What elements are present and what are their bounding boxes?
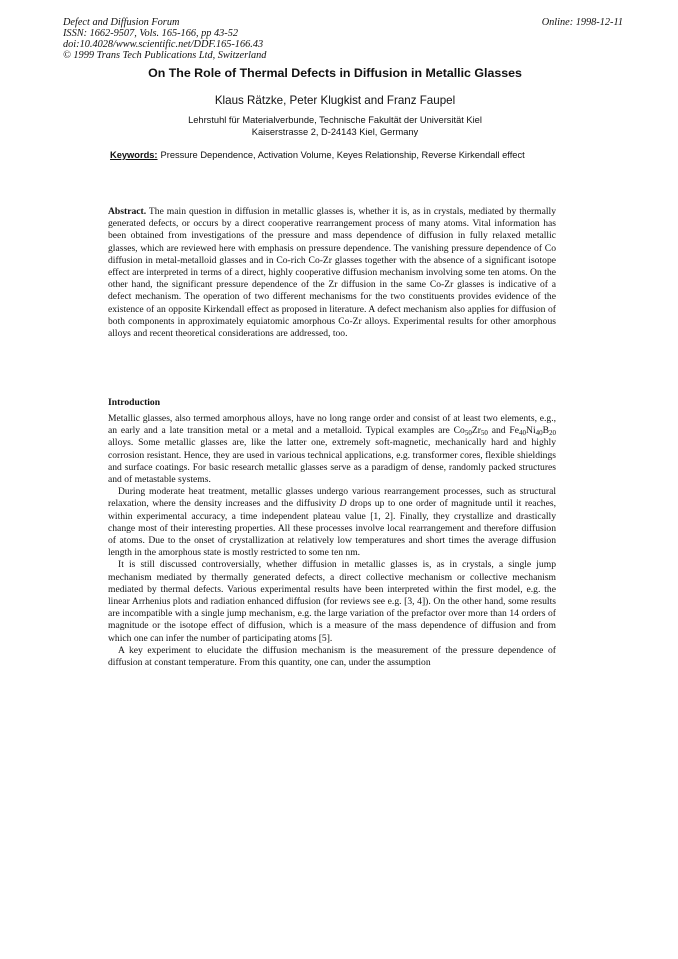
introduction-body [108,413,556,669]
formula-b-sub: 20 [549,429,557,438]
abstract-label: Abstract. [108,206,147,217]
abstract-text: The main question in diffusion in metallic glasses is, whether it is, as in crystals, mediated by thermally generated defects, or occurs by a direct cooperative rearrangement process of many atoms. Vital information has been obtained from investigations of the pressure and mass dependence of diffusion in fully relaxed metallic glasses, which are reviewed here with emphasis on pressure dependence. The vanishing pressure dependence of Co diffusion in metal-metalloid glasses and in Co-rich Co-Zr glasses together with the absence of a significant isotope effect are interpreted in terms of a direct, highly cooperative diffusion mechanism involving some ten atoms. On the other hand, the significant pressure dependence of the Zr diffusion in the same Co-Zr glasses is indicative of a defect mechanism. The operation of two different mechanisms for the two constituents provides evidence of the existence of an opposite Kirkendall effect as proposed in literature. A defect mechanism also applies for diffusion of both components in approximately equiatomic amorphous Co-Zr alloys. Experimental results for other amorphous alloys and recent theoretical considerations are addressed, too. [108,206,557,340]
keywords-block [110,149,570,161]
formula-co-sub: 50 [464,429,472,438]
formula-zr-sub: 50 [480,429,488,438]
formula-co: Co [453,425,465,437]
journal-header [63,17,623,61]
keywords-text: Pressure Dependence, Activation Volume, Keyes Relationship, Reverse Kirkendall effect [160,150,525,160]
intro-p1-text-a: Metallic glasses, also termed amorphous alloys, have no long range order and consist of at least two elements, e.g., an early and a late transition metal or a metal and a metalloid. Typical examples are [108,413,556,437]
intro-p2-text-a: During moderate heat treatment, metallic glasses undergo various rearrangement processes, such as structural relaxation, where the density increases and the diffusivity [108,486,556,510]
intro-paragraph-2 [108,486,556,559]
formula-ni: Ni [526,425,536,437]
intro-paragraph-3: It is still discussed controversially, whether diffusion in metallic glasses is, as in crystals, a single jump mechanism mediated by thermally generated defects, a direct collective mechanism or collective mechanism mediated by thermal defects. Various experimental results have been interpreted within the first model, e.g. the linear Arrhenius plots and radiation enhanced diffusion (for reviews see e.g. [3, 4]). On the other hand, some results are incompatible with a single jump mechanism, e.g. the large variation of the prefactor over more than 14 orders of magnitude or the isotope effect of diffusion, which is a measure of the mass dependence of diffusion and from which one can infer the number of participating atoms [5]. [108,559,556,644]
formula-zr: Zr [471,425,481,437]
issn-line: ISSN: 1662-9507, Vols. 165-166, pp 43-52 [63,28,239,39]
doi-line[interactable]: doi:10.4028/www.scientific.net/DDF.165-166.43 [63,39,264,50]
intro-p1-text-b: alloys. Some metallic glasses are, like the latter one, extremely soft-magnetic, mechanically hard and highly corrosion resistant. Hence, they are used in various technical applications, e.g. transformer cores, flexible shieldings and surface coatings. For basic research metallic glasses serve as a paradigm of dense, randomly packed structures and of metastable systems. [108,437,556,486]
affiliation-line-1: Lehrstuhl für Materialverbunde, Technische Fakultät der Universität Kiel [188,115,482,125]
affiliation [80,114,590,138]
keywords-label: Keywords: [110,150,158,160]
intro-p1-and: and [487,425,510,437]
symbol-diffusivity: D [339,498,347,510]
abstract [108,206,556,340]
online-date: Online: 1998-12-11 [541,17,623,28]
journal-name: Defect and Diffusion Forum [63,17,180,28]
paper-title: On The Role of Thermal Defects in Diffusion in Metallic Glasses [148,66,522,80]
paper-authors: Klaus Rätzke, Peter Klugkist and Franz Faupel [214,94,456,107]
formula-fe: Fe [509,425,520,437]
intro-p2-text-b: drops up to one order of magnitude until it reaches, within experimental accuracy, a time independent plateau value [1, 2]. Finally, they crystallize and drastically change most of their interesting properties. All these processes involve local rearrangement and therefore diffusion of atoms. Due to the onset of crystallization at relatively low temperatures and short times the average diffusion length in the amorphous state is mostly restricted to some ten nm. [108,498,556,559]
formula-fe-sub: 40 [519,429,527,438]
formula-b: B [542,425,550,437]
copyright-line: © 1999 Trans Tech Publications Ltd, Switzerland [63,50,267,61]
intro-paragraph-1 [108,413,556,486]
affiliation-line-2: Kaiserstrasse 2, D-24143 Kiel, Germany [251,127,419,137]
formula-ni-sub: 40 [535,429,543,438]
intro-paragraph-4: A key experiment to elucidate the diffusion mechanism is the measurement of the pressure dependence of diffusion at constant temperature. From this quantity, one can, under the assumption [108,644,556,669]
introduction-heading: Introduction [108,397,161,408]
